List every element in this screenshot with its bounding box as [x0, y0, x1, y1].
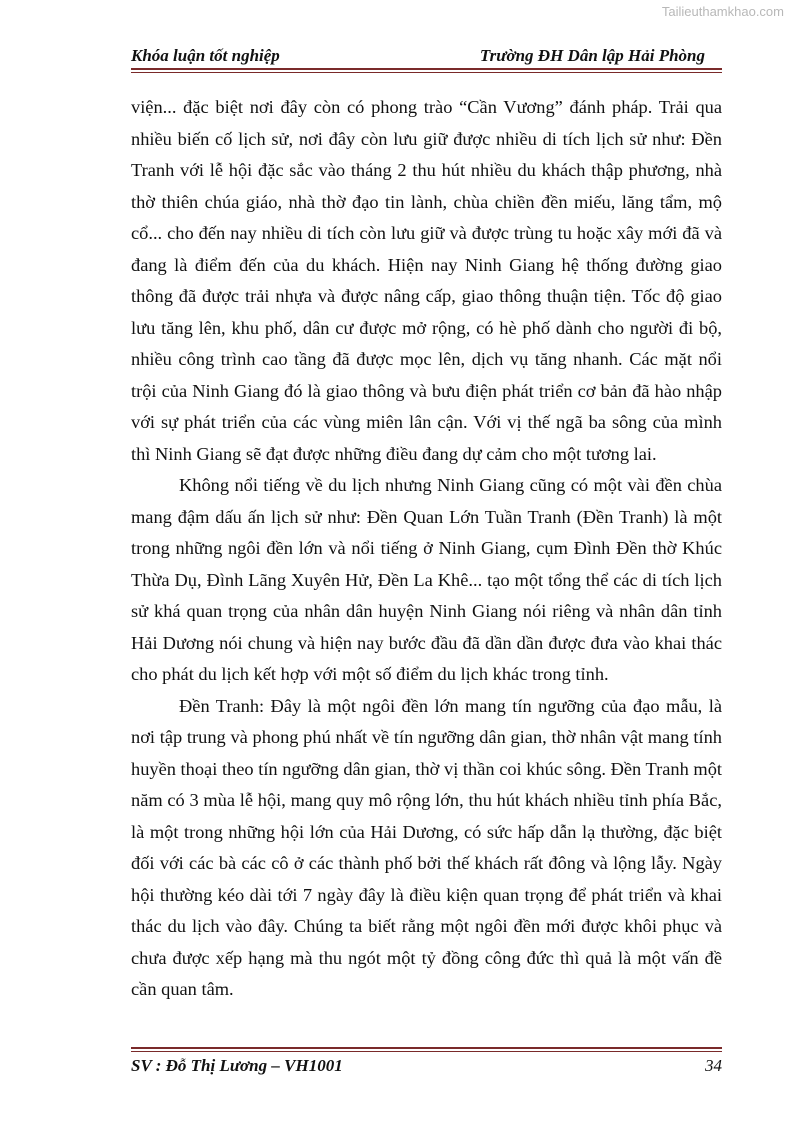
paragraph-den-tranh: Đền Tranh: Đây là một ngôi đền lớn mang tín ngưỡng của đạo mẫu, là nơi tập trung và phong phú nhất về tín ngưỡng dân gian, thờ nhân vật mang tính huyền thoại theo tín ngưỡng dân gian, thờ vị thần coi khúc sông. Đền Tranh một năm có 3 mùa lễ hội, mang quy mô rộng lớn, thu hút khách nhiều tỉnh phía Bắc, là một trong những hội lớn của Hải Dương, có sức hấp dẫn lạ thường, đặc biệt đối với các bà các cô ở các thành phố bởi thế khách rất đông và lộng lẫy. Ngày hội thường kéo dài tới 7 ngày đây là điều kiện quan trọng để phát triển và khai thác du lịch vào đây. Chúng ta biết rằng một ngôi đền mới được khôi phục và chưa được xếp hạng mà thu ngót một tỷ đồng công đức thì quả là một vấn đề cần quan tâm. — [131, 695, 722, 999]
page-number: 34 — [705, 1056, 722, 1075]
header-university: Trường ĐH Dân lập Hải Phòng — [479, 46, 705, 65]
header-thesis-title: Khóa luận tốt nghiệp — [131, 46, 280, 65]
footer-student: SV : Đỗ Thị Lương – VH1001 — [131, 1056, 343, 1075]
paragraph-continuation: viện... đặc biệt nơi đây còn có phong trào “Cần Vương” đánh pháp. Trải qua nhiều biến cố lịch sử, nơi đây còn lưu giữ được nhiều di tích lịch sử như: Đền Tranh với lễ hội đặc sắc vào tháng 2 thu hút nhiều du khách thập phương, nhà thờ thiên chúa giáo, nhà thờ đạo tin lành, chùa chiền đền miếu, lăng tẩm, mộ cổ... cho đến nay nhiều di tích còn lưu giữ và được trùng tu hoặc xây mới đã và đang là điểm đến của du khách. Hiện nay Ninh Giang hệ thống đường giao thông đã được trải nhựa và được nâng cấp, giao thông thuận tiện. Tốc độ giao lưu tăng lên, khu phố, dân cư được mở rộng, có hè phố dành cho người đi bộ, nhiều công trình cao tầng đã được mọc lên, dịch vụ tăng nhanh. Các mặt nổi trội của Ninh Giang đó là giao thông và bưu điện phát triển cơ bản đã hào nhập với sự phát triển của các vùng miên lân cận. Với vị thế ngã ba sông của mình thì Ninh Giang sẽ đạt được những điều đang dự cảm cho một tương lai. — [131, 97, 722, 464]
watermark-text: Tailieuthamkhao.com — [661, 4, 784, 19]
header-divider — [131, 68, 722, 70]
paragraph-temples: Không nổi tiếng về du lịch nhưng Ninh Giang cũng có một vài đền chùa mang đậm dấu ấn lịch sử như: Đền Quan Lớn Tuần Tranh (Đền Tranh) là một trong những ngôi đền lớn và nổi tiếng ở Ninh Giang, cụm Đình Đền thờ Khúc Thừa Dụ, Đình Lãng Xuyên Hử, Đền La Khê... tạo một tổng thể các di tích lịch sử khá quan trọng của nhân dân huyện Ninh Giang nói riêng và nhân dân tỉnh Hải Dương nói chung và hiện nay bước đầu đã dần dần được đưa vào khai thác cho phát du lịch kết hợp với một số điểm du lịch khác trong tỉnh. — [131, 475, 722, 684]
footer-divider — [131, 1047, 722, 1049]
document-body — [131, 92, 722, 1006]
page-footer — [131, 1056, 722, 1076]
page-header — [131, 46, 705, 66]
footer-divider-thin — [131, 1051, 722, 1052]
header-divider-thin — [131, 72, 722, 73]
